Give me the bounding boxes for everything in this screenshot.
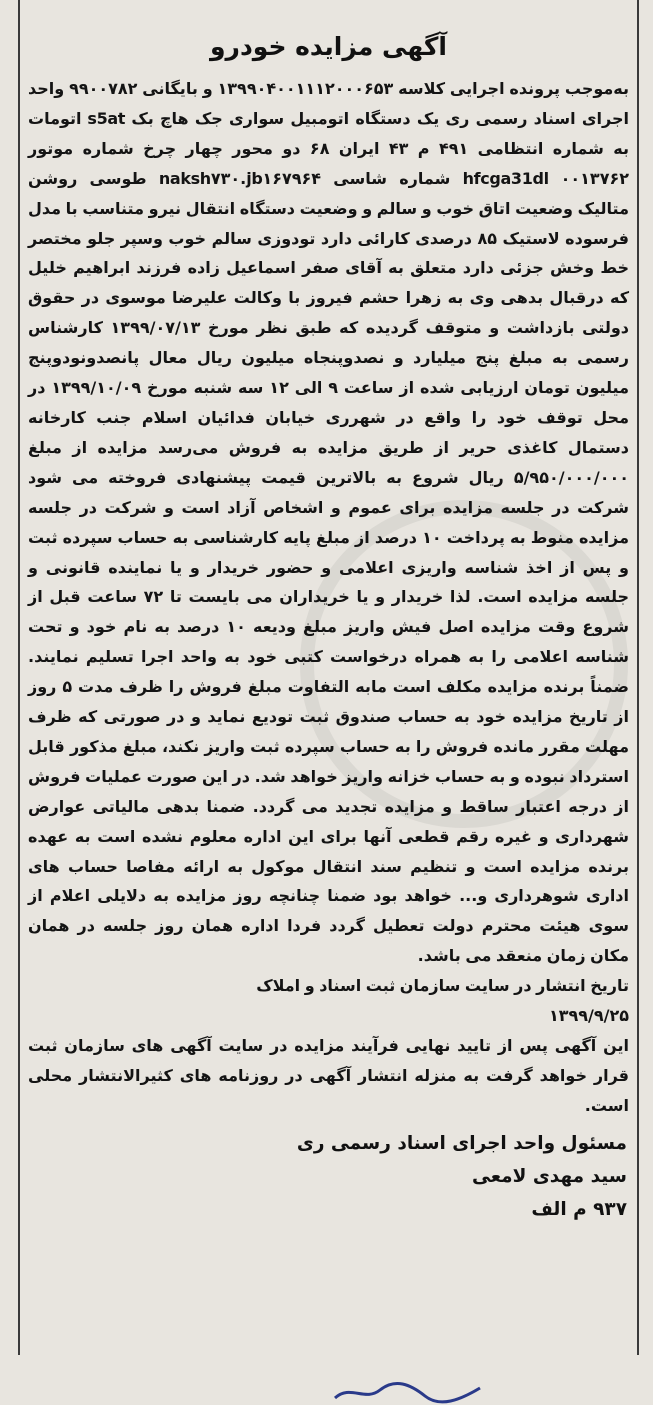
signature-name: سید مهدی لامعی [471,1165,627,1187]
notice-body [20,74,637,1121]
closing-note: این آگهی پس از تایید نهایی فرآیند مزایده در سایت آگهی های سازمان ثبت قرار خواهد گرفت به منزله انتشار آگهی در روزنامه های کثیرالانتشار محلی است. [28,1036,629,1115]
signature-block [20,1127,637,1226]
publication-date: ۱۳۹۹/۹/۲۵ [548,1006,629,1026]
notice-frame [18,0,639,1355]
notice-title: آگهی مزایده خودرو [210,32,447,61]
signature-code: ۹۳۷ م الف [531,1198,627,1220]
publication-label: تاریخ انتشار در سایت سازمان ثبت اسناد و املاک [256,976,629,996]
signature-office: مسئول واحد اجرای اسناد رسمی ری [296,1132,627,1154]
handwritten-mark [330,1380,490,1404]
notice-paragraph: به‌موجب پرونده اجرایی کلاسه ۱۳۹۹۰۴۰۰۱۱۱۲۰۰۰۶۵۳ و بایگانی ۹۹۰۰۷۸۲ واحد اجرای اسناد رسمی ری یک دستگاه اتومبیل سواری جک هاچ بک s5at اتومات به شماره انتظامی ۴۹۱ م ۴۳ ایران ۶۸ دو محور چهار چرخ شماره موتور hfcga31dl ۰۰۱۳۷۶۲ شماره شاسی naksh۷۳۰.jb۱۶۷۹۶۴ طوسی روشن متالیک وضعیت اتاق خوب و سالم و وضعیت دستگاه انتقال نیرو متناسب با مدل فرسوده لاستیک ۸۵ درصدی کارائی دارد تودوزی سالم خوب وسپر جلو مختصر خط وخش جزئی دارد متعلق به آقای صفر اسماعیل زاده فرزند ابراهیم خلیل که درقبال بدهی وی به زهرا حشم فیروز با وکالت علیرضا موسوی در حقوق دولتی بازداشت و متوقف گردیده که طبق نظر مورخ ۱۳۹۹/۰۷/۱۳ کارشناس رسمی به مبلغ پنج میلیارد و نصدوپنجاه میلیون ریال معال پانصدونودوپنج میلیون تومان ارزیابی شده از ساعت ۹ الی ۱۲ سه شنبه مورخ ۱۳۹۹/۱۰/۰۹ در محل توقف خود را واقع در شهرری خیابان فدائیان اسلام جنب کارخانه دستمال کاغذی حریر از طریق مزایده به فروش می‌رسد مزایده از مبلغ ۵/۹۵۰/۰۰۰/۰۰۰ ریال شروع به بالاترین قیمت پیشنهادی فروخته می شود شرکت در جلسه مزایده برای عموم و اشخاص آزاد است و شرکت در جلسه مزایده منوط به پرداخت ۱۰ درصد از مبلغ پایه کارشناسی به حساب سپرده ثبت و پس از اخذ شناسه واریزی اعلامی و حضور خریدار و یا نماینده قانونی و جلسه مزایده است. لذا خریدار و یا خریداران می بایست تا ۷۲ ساعت قبل از شروع وقت مزایده اصل فیش واریز مبلغ ودیعه ۱۰ درصد به نام خود و تحت شناسه اعلامی را به همراه درخواست کتبی خود به واحد اجرا تسلیم نمایند. ضمناً برنده مزایده مکلف است مابه التفاوت مبلغ فروش را ظرف مدت ۵ روز از تاریخ مزایده خود به حساب صندوق ثبت تودیع نماید و در صورتی که ظرف مهلت مقرر مانده فروش را به حساب سپرده ثبت واریز نکند، مبلغ مذکور قابل استرداد نبوده و به حساب خزانه واریز خواهد شد. در این صورت عملیات فروش از درجه اعتبار ساقط و مزایده تجدید می گردد. ضمنا بدهی مالیاتی عوارض شهرداری و غیره رقم قطعی آنها برای این اداره معلوم نشده است به عهده برنده مزایده است و تنظیم سند انتقال موکول به ارائه مفاصا حساب های اداری شوهرداری و... خواهد بود ضمنا چنانچه روز مزایده به دلایلی اعلام از سوی هیئت محترم دولت تعطیل گردد فردا اداره همان روز جلسه در همان مکان زمان منعقد می باشد. [28,79,630,966]
